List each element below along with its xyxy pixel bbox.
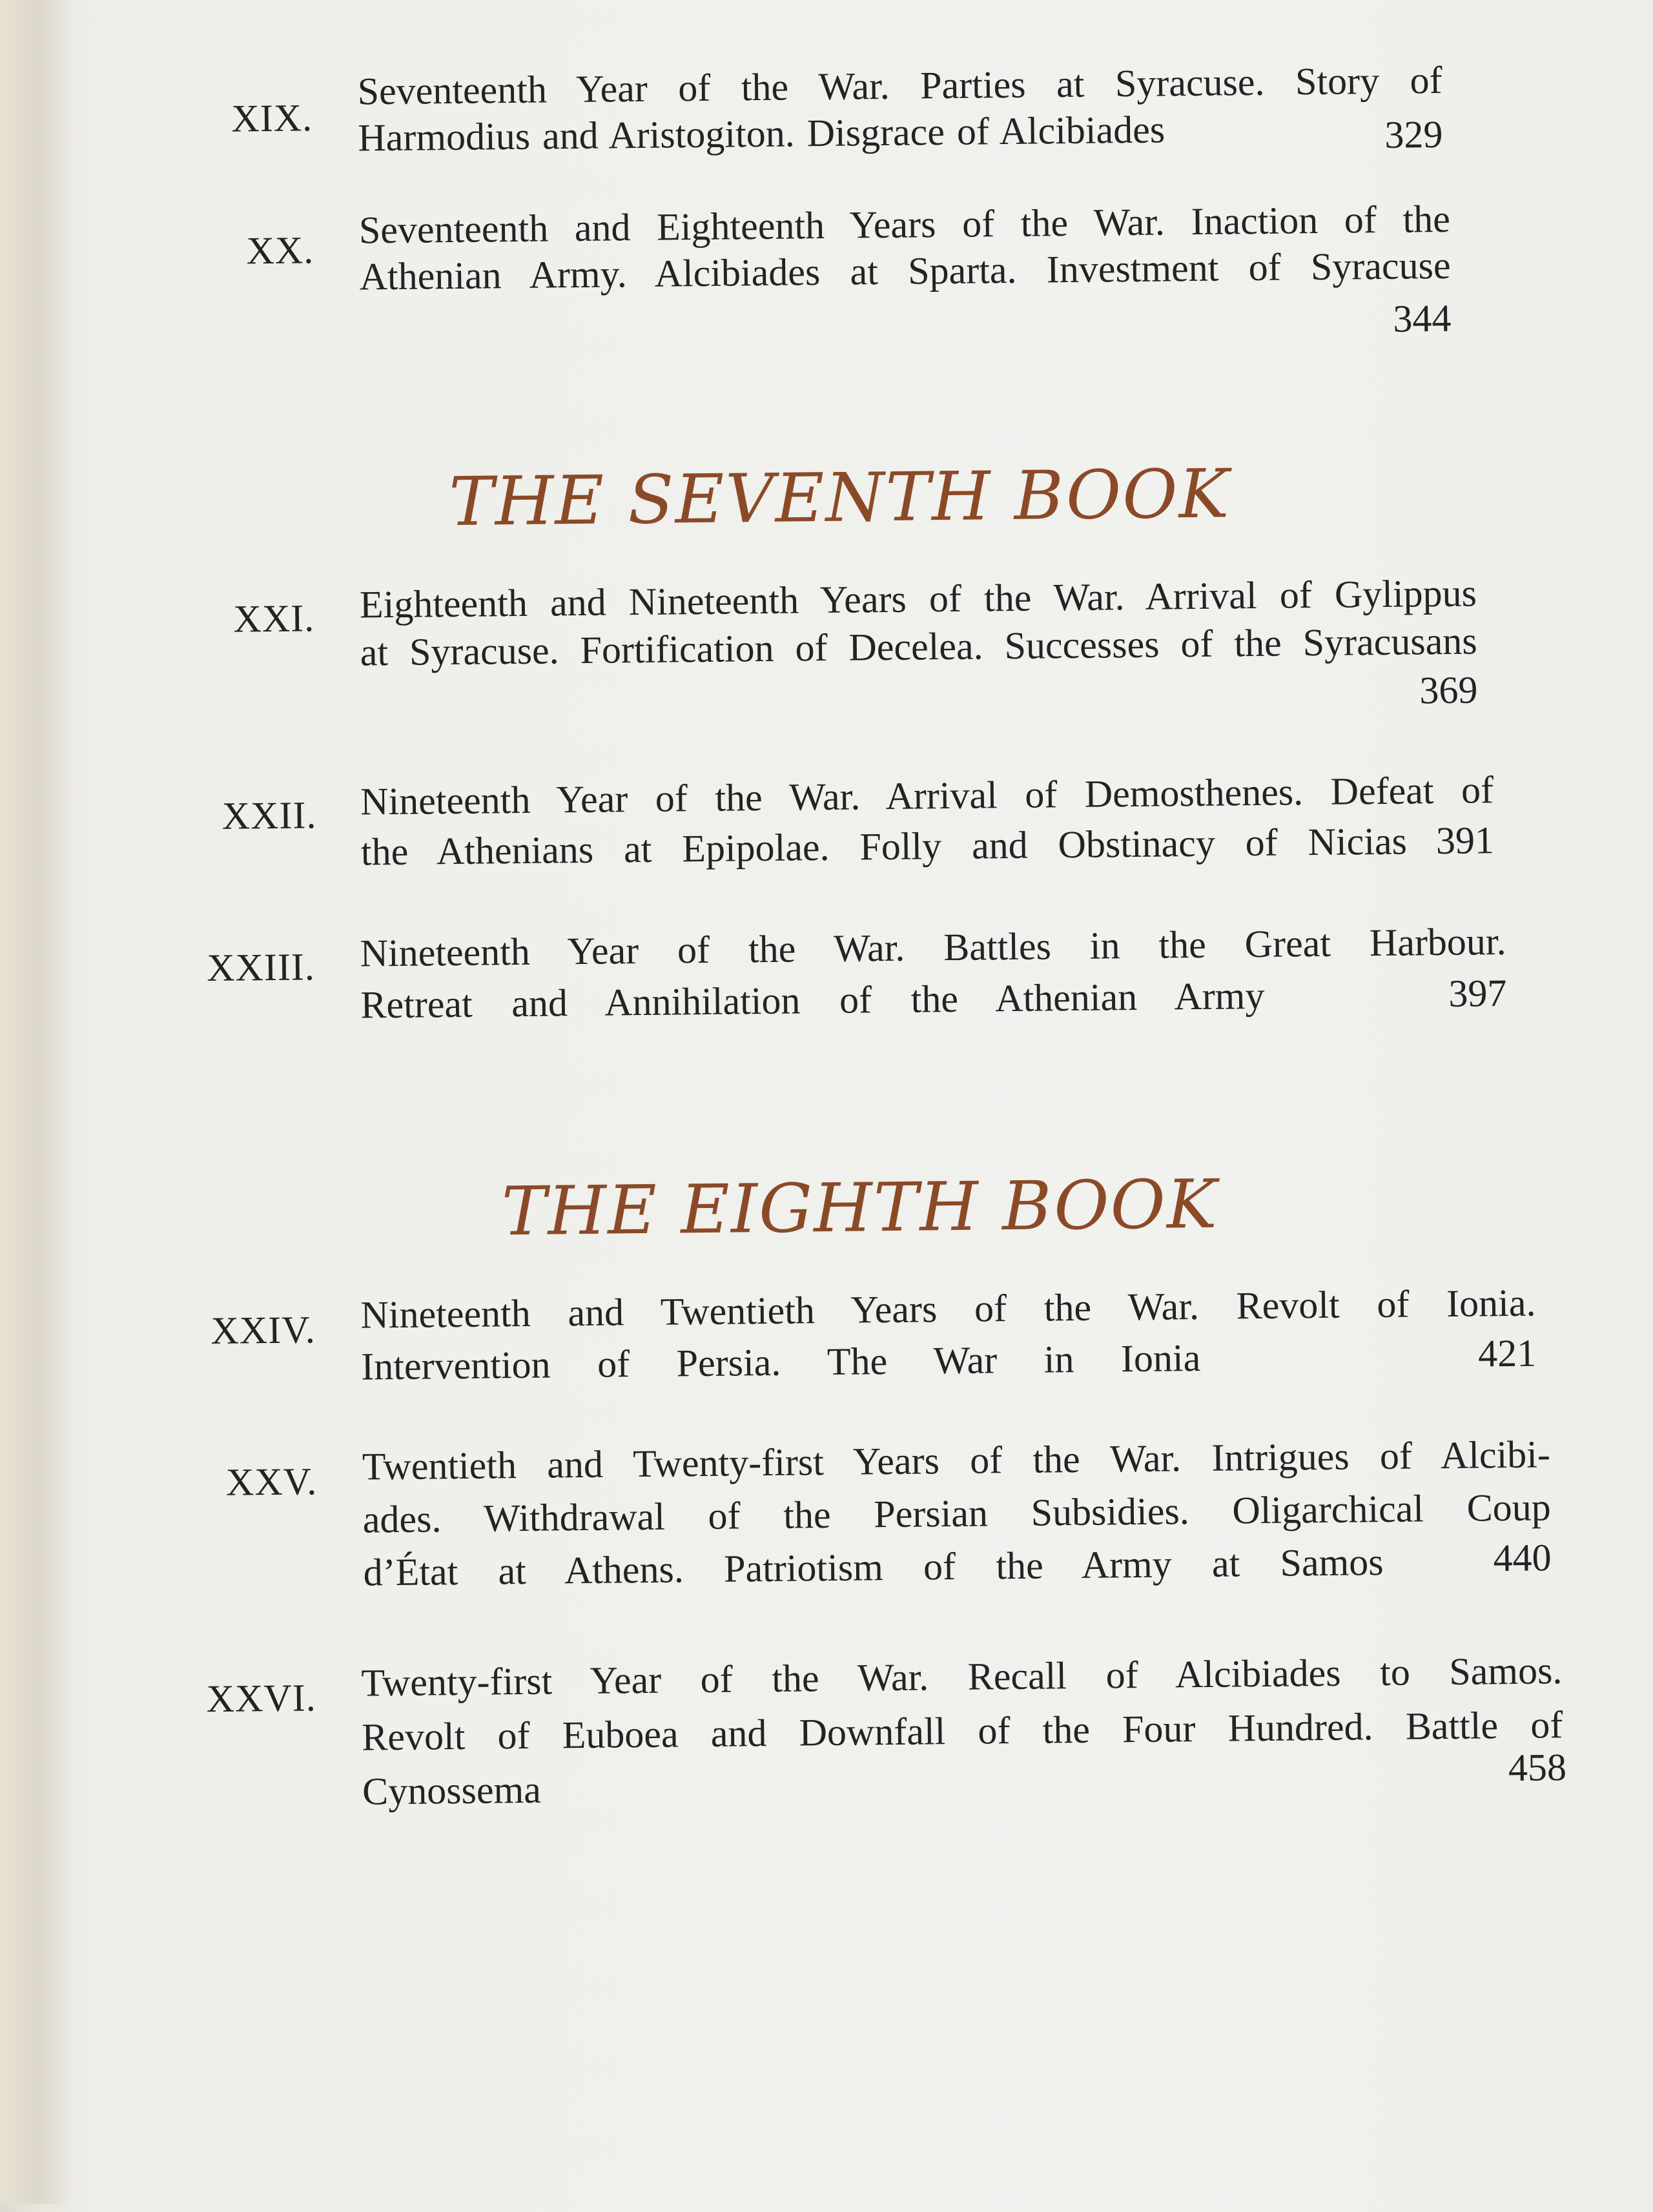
chapter-line: at Syracuse. Fortification of Decelea. Successes of the Syracusans bbox=[360, 619, 1477, 674]
chapter-line: ades. Withdrawal of the Persian Subsidies. Oligarchical Coup bbox=[362, 1486, 1552, 1541]
chapter-line: Intervention of Persia. The War in Ionia bbox=[360, 1336, 1201, 1388]
chapter-numeral: XXII. bbox=[221, 794, 317, 837]
chapter-line: Cynossema bbox=[362, 1768, 542, 1813]
chapter-line: Eighteenth and Nineteenth Years of the War. Arrival of Gylippus bbox=[359, 571, 1477, 626]
chapter-line: Harmodius and Aristogiton. Disgrace of Alcibiades bbox=[358, 108, 1165, 159]
chapter-numeral: XXVI. bbox=[206, 1676, 317, 1721]
chapter-xxiv bbox=[2, 1276, 1653, 1404]
chapter-numeral: XXIV. bbox=[210, 1308, 316, 1353]
chapter-page-number: 369 bbox=[1419, 668, 1478, 712]
chapter-line: d’État at Athens. Patriotism of the Army at Samos bbox=[363, 1541, 1384, 1594]
chapter-xxi bbox=[0, 566, 1649, 739]
chapter-xxv bbox=[4, 1428, 1653, 1607]
chapter-xxii bbox=[0, 763, 1650, 890]
chapter-xx bbox=[0, 192, 1645, 364]
chapter-page-number: 440 bbox=[1493, 1536, 1552, 1580]
chapter-page-number: 344 bbox=[1393, 296, 1452, 340]
chapter-page-number: 391 bbox=[1435, 819, 1495, 863]
chapter-line: Nineteenth Year of the War. Arrival of Demosthenes. Defeat of bbox=[360, 768, 1494, 823]
chapter-line: Nineteenth and Twentieth Years of the War. Revolt of Ionia. bbox=[360, 1281, 1536, 1336]
chapter-line: the Athenians at Epipolae. Folly and Obstinacy of Nicias bbox=[360, 819, 1408, 874]
chapter-line: Athenian Army. Alcibiades at Sparta. Investment of Syracuse bbox=[359, 243, 1451, 298]
chapter-line: Twentieth and Twenty-first Years of the War. Intrigues of Alcibi- bbox=[362, 1433, 1551, 1488]
chapter-line: Nineteenth Year of the War. Battles in the Great Harbour. bbox=[360, 919, 1506, 975]
chapter-numeral: XX. bbox=[246, 229, 314, 272]
chapter-xix bbox=[0, 53, 1643, 180]
chapter-page-number: 421 bbox=[1477, 1331, 1537, 1375]
chapter-page-number: 329 bbox=[1384, 112, 1443, 156]
chapter-xxiii bbox=[0, 915, 1652, 1042]
chapter-line: Seventeenth and Eighteenth Years of the War. Inaction of the bbox=[358, 197, 1451, 252]
chapter-xxvi bbox=[6, 1644, 1653, 1823]
eighth-book-heading: THE EIGHTH BOOK bbox=[501, 1164, 1219, 1251]
chapter-page-number: 397 bbox=[1448, 971, 1507, 1015]
chapter-numeral: XIX. bbox=[231, 96, 313, 140]
chapter-line: Seventeenth Year of the War. Parties at Syracuse. Story of bbox=[357, 58, 1443, 113]
chapter-numeral: XXV. bbox=[225, 1460, 318, 1504]
chapter-line: Retreat and Annihilation of the Athenian Army bbox=[360, 974, 1265, 1027]
chapter-line: Revolt of Euboea and Downfall of the Four Hundred. Battle of bbox=[361, 1703, 1563, 1759]
seventh-book-heading: THE SEVENTH BOOK bbox=[448, 454, 1231, 542]
chapter-numeral: XXI. bbox=[233, 597, 315, 640]
chapter-numeral: XXIII. bbox=[206, 945, 316, 990]
chapter-page-number: 458 bbox=[1508, 1746, 1567, 1789]
chapter-line: Twenty-first Year of the War. Recall of Alcibiades to Samos. bbox=[361, 1649, 1563, 1705]
